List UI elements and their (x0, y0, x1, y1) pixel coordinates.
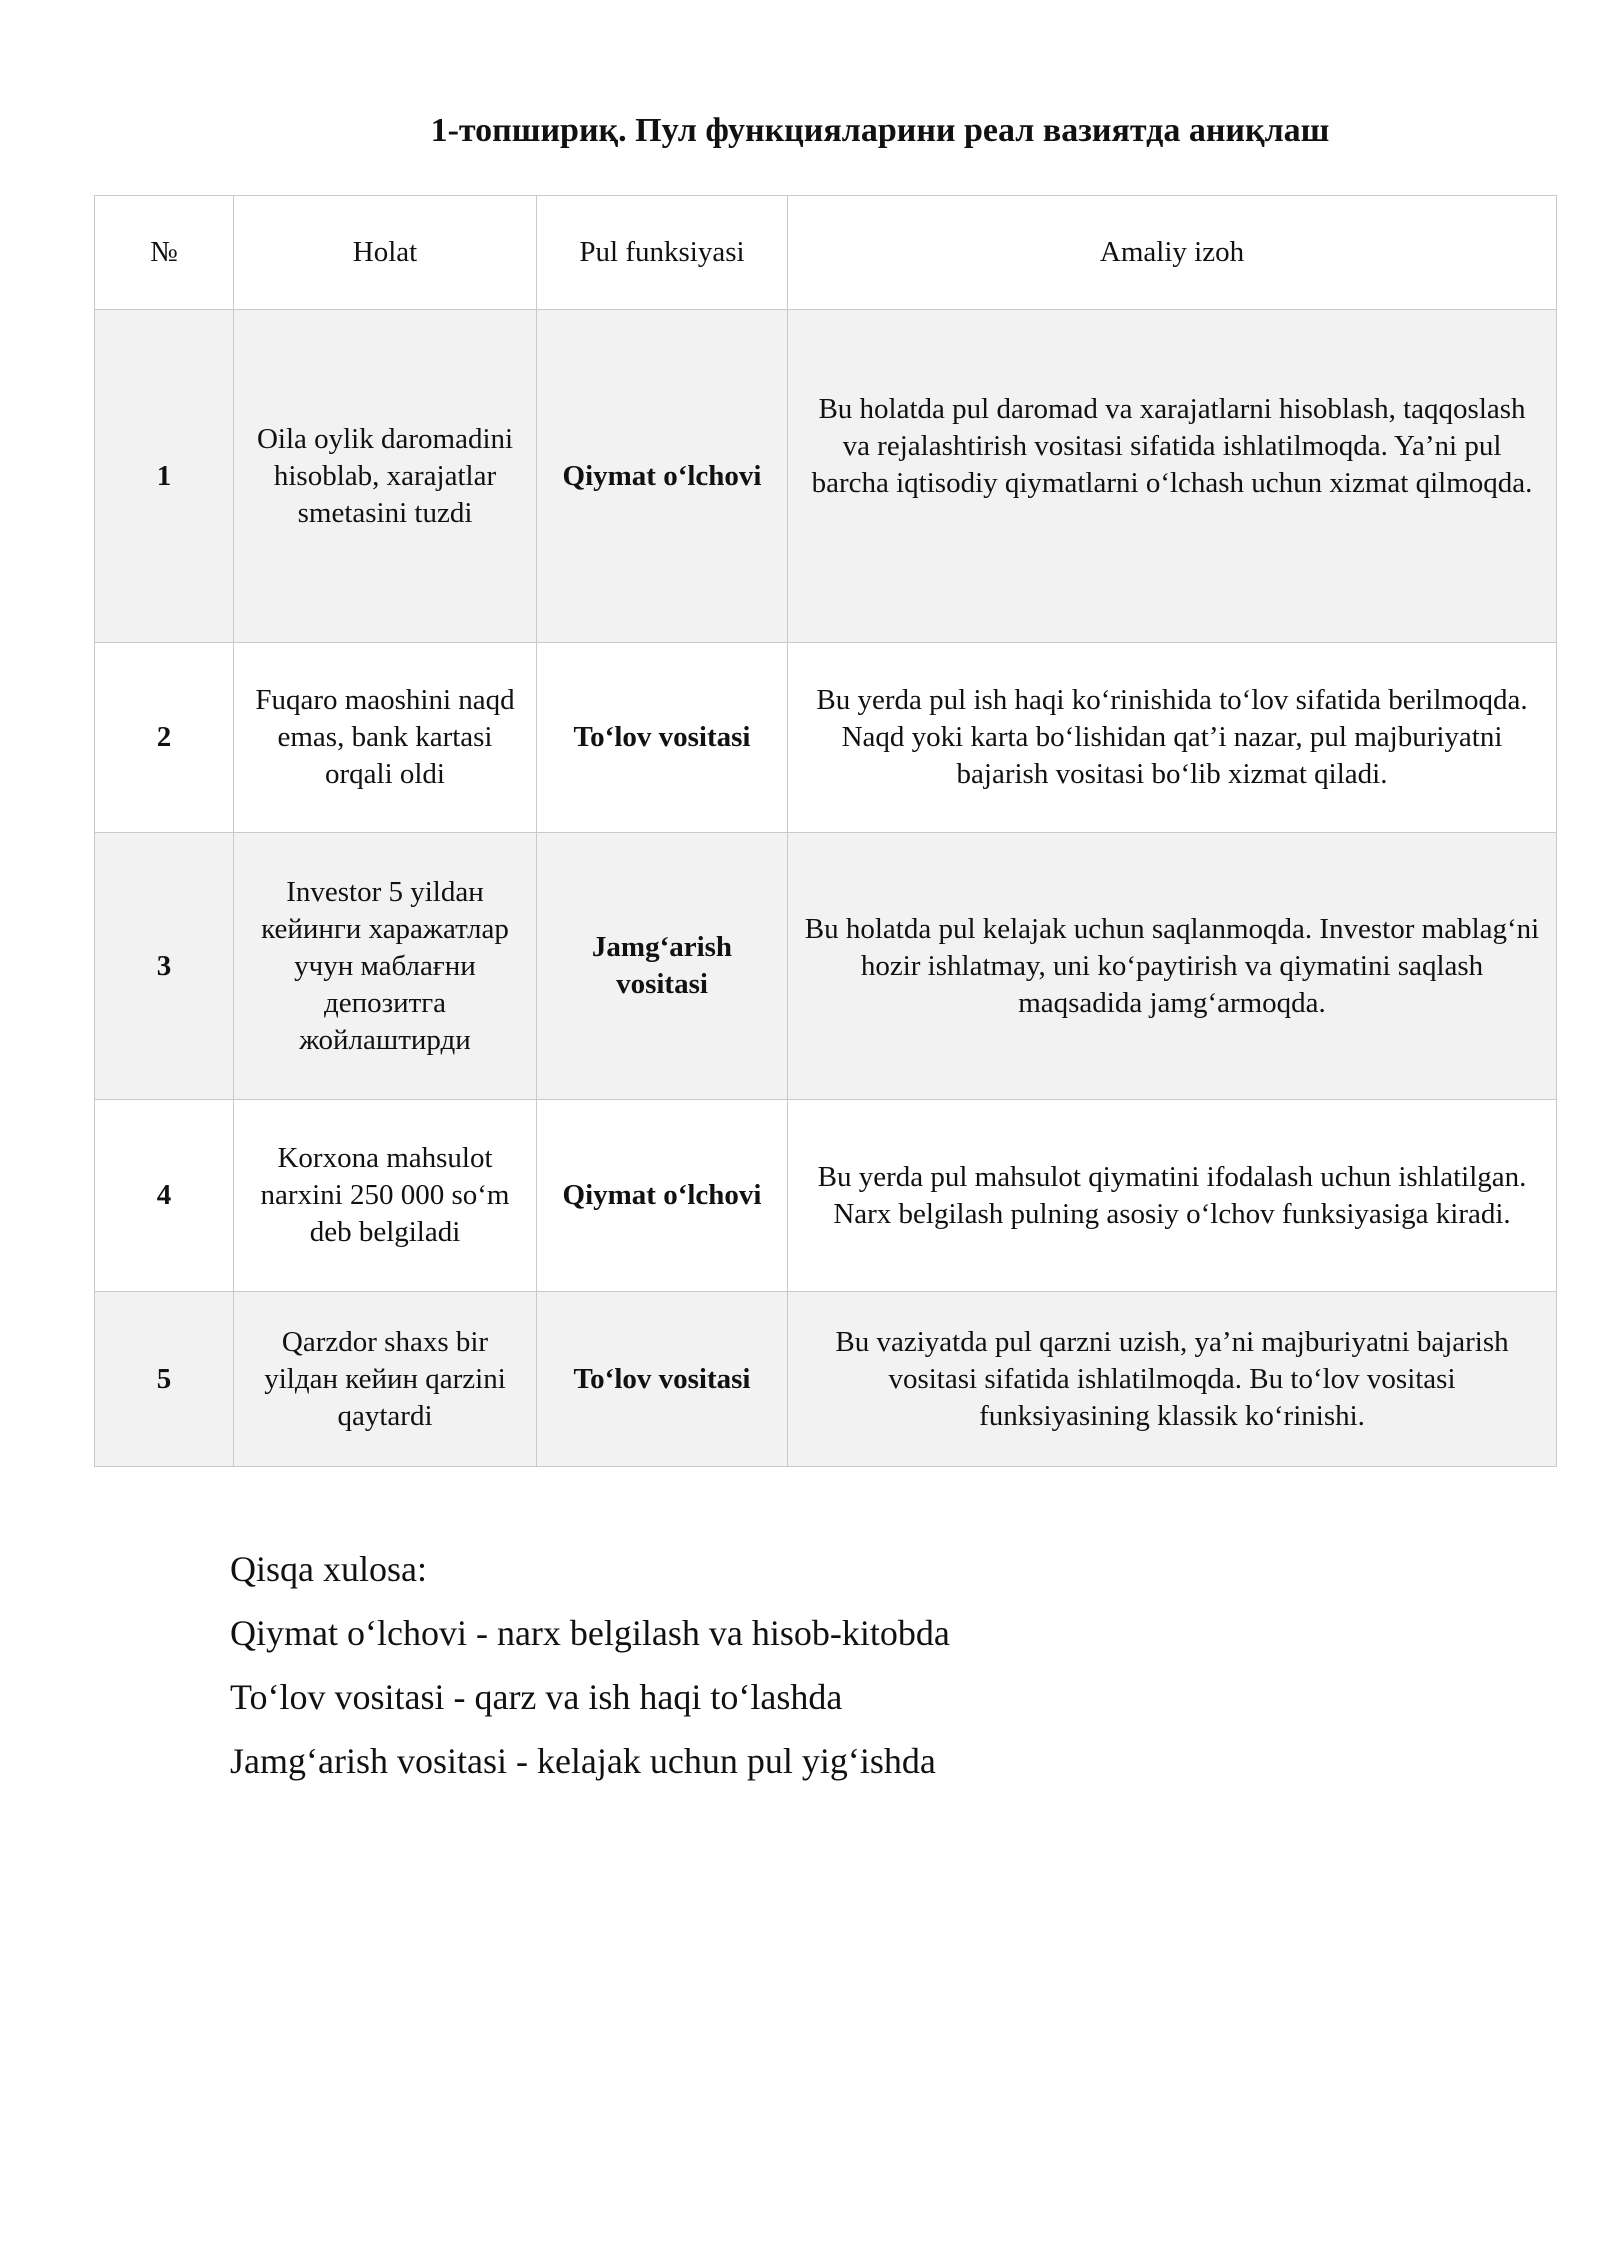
header-pul-funksiyasi: Pul funksiyasi (537, 196, 788, 310)
row-holat: Oila oylik daromadini hisoblab, xarajatlar smetasini tuzdi (234, 310, 537, 643)
money-functions-table (94, 195, 1557, 1467)
table-row (95, 310, 1557, 643)
row-number: 2 (95, 643, 234, 833)
table-header-row (95, 196, 1557, 310)
header-holat: Holat (234, 196, 537, 310)
row-holat: Qarzdor shaxs bir yilдан кейин qarzini qaytardi (234, 1292, 537, 1467)
row-holat: Investor 5 yildан кейинги харажатлар учун маблағни депозитга жойлаштирди (234, 833, 537, 1100)
header-number: № (95, 196, 234, 310)
row-holat: Fuqaro maoshini naqd emas, bank kartasi orqali oldi (234, 643, 537, 833)
table-row (95, 833, 1557, 1100)
table-row (95, 643, 1557, 833)
row-holat: Korxona mahsulot narxini 250 000 so‘m deb belgiladi (234, 1100, 537, 1292)
header-amaliy-izoh: Amaliy izoh (788, 196, 1557, 310)
row-izoh: Bu yerda pul ish haqi ko‘rinishida to‘lov sifatida berilmoqda. Naqd yoki karta bo‘lishidan qat’i nazar, pul majburiyatni bajarish vositasi bo‘lib xizmat qiladi. (788, 643, 1557, 833)
page-title: 1-топшириқ. Пул функцияларини реал вазиятда аниқлаш (430, 112, 1330, 149)
row-function: Jamg‘arish vositasi (537, 833, 788, 1100)
row-number: 4 (95, 1100, 234, 1292)
summary-line: Qiymat o‘lchovi - narx belgilash va hisob-kitobda (230, 1613, 950, 1653)
row-number: 1 (95, 310, 234, 643)
table-row (95, 1292, 1557, 1467)
row-function: Qiymat o‘lchovi (537, 1100, 788, 1292)
summary-heading: Qisqa xulosa: (230, 1549, 427, 1589)
row-number: 5 (95, 1292, 234, 1467)
row-number: 3 (95, 833, 234, 1100)
row-function: To‘lov vositasi (537, 1292, 788, 1467)
row-izoh: Bu holatda pul kelajak uchun saqlanmoqda. Investor mablag‘ni hozir ishlatmay, uni ko‘paytirish va qiymatini saqlash maqsadida jamg‘armoqda. (788, 833, 1557, 1100)
row-izoh: Bu holatda pul daromad va xarajatlarni hisoblash, taqqoslash va rejalashtirish vositasi sifatida ishlatilmoqda. Ya’ni pul barcha iqtisodiy qiymatlarni o‘lchash uchun xizmat qilmoqda. (788, 310, 1557, 643)
summary-section (230, 1537, 1530, 1793)
row-izoh: Bu vaziyatda pul qarzni uzish, ya’ni majburiyatni bajarish vositasi sifatida ishlatilmoqda. Bu to‘lov vositasi funksiyasining klassik ko‘rinishi. (788, 1292, 1557, 1467)
summary-line: To‘lov vositasi - qarz va ish haqi to‘lashda (230, 1677, 843, 1717)
row-function: Qiymat o‘lchovi (537, 310, 788, 643)
row-function: To‘lov vositasi (537, 643, 788, 833)
row-izoh: Bu yerda pul mahsulot qiymatini ifodalash uchun ishlatilgan. Narx belgilash pulning asosiy o‘lchov funksiyasiga kiradi. (788, 1100, 1557, 1292)
summary-line: Jamg‘arish vositasi - kelajak uchun pul yig‘ishda (230, 1741, 936, 1781)
table-row (95, 1100, 1557, 1292)
